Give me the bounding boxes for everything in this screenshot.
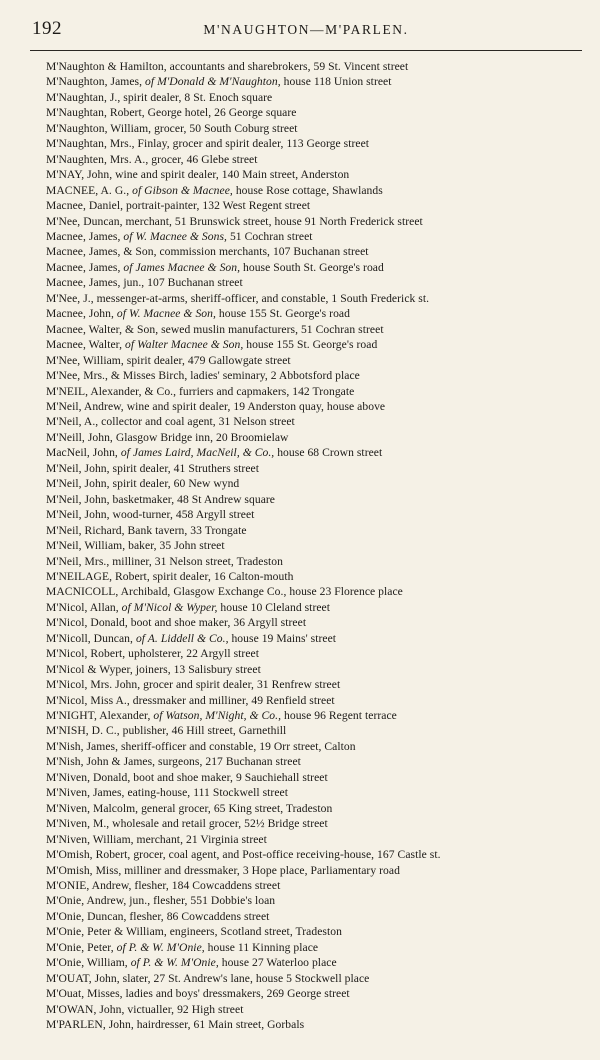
entry-text: 51 Cochran street bbox=[227, 229, 313, 243]
entry-text: M'Onie, Peter & William, engineers, Scotland street, Tradeston bbox=[46, 925, 342, 939]
directory-entry bbox=[46, 693, 586, 708]
entry-text: Macnee, John, bbox=[46, 307, 117, 321]
entry-text: M'Niven, M., wholesale and retail grocer, 52½ Bridge street bbox=[46, 817, 328, 831]
directory-entry bbox=[46, 214, 586, 229]
directory-entry bbox=[46, 260, 586, 275]
directory-entry bbox=[46, 399, 586, 414]
directory-entry bbox=[46, 59, 586, 74]
directory-entry bbox=[46, 754, 586, 769]
directory-entry bbox=[46, 584, 586, 599]
directory-entry bbox=[46, 832, 586, 847]
directory-entries bbox=[46, 59, 586, 1033]
entry-text: M'Nicol, Robert, upholsterer, 22 Argyll street bbox=[46, 647, 260, 661]
entry-firm-text: of James Macnee & Son, bbox=[123, 260, 241, 274]
entry-firm-text: of A. Liddell & Co., bbox=[135, 631, 229, 645]
directory-entry bbox=[46, 878, 586, 893]
directory-entry bbox=[46, 615, 586, 630]
entry-text: M'Nicol, Donald, boot and shoe maker, 36 Argyll street bbox=[46, 616, 307, 630]
entry-text: Macnee, James, bbox=[46, 260, 124, 274]
entry-text: M'Neil, John, wood-turner, 458 Argyll street bbox=[46, 508, 255, 522]
entry-text: M'Neil, A., collector and coal agent, 31 Nelson street bbox=[46, 415, 295, 429]
entry-text: M'Naughtan, Robert, George hotel, 26 George square bbox=[46, 106, 297, 120]
entry-text: M'Neil, John, basketmaker, 48 St Andrew square bbox=[46, 492, 275, 506]
entry-text: M'Nee, J., messenger-at-arms, sheriff-officer, and constable, 1 South Frederick st. bbox=[46, 291, 430, 305]
entry-text: M'Nicol & Wyper, joiners, 13 Salisbury street bbox=[46, 662, 261, 676]
directory-entry bbox=[46, 322, 586, 337]
directory-entry bbox=[46, 244, 586, 259]
directory-entry bbox=[46, 74, 586, 89]
directory-entry bbox=[46, 275, 586, 290]
entry-text: M'Naughton, William, grocer, 50 South Coburg street bbox=[46, 121, 298, 135]
entry-firm-text: of M'Donald & M'Naughton, bbox=[145, 75, 281, 89]
running-head: M'NAUGHTON—M'PARLEN. bbox=[203, 22, 409, 37]
directory-entry bbox=[46, 538, 586, 553]
entry-text: MACNEE, A. G., bbox=[46, 183, 133, 197]
directory-entry bbox=[46, 600, 586, 615]
directory-entry bbox=[46, 971, 586, 986]
entry-text: house 155 St. George's road bbox=[215, 307, 350, 321]
entry-text: M'NEILAGE, Robert, spirit dealer, 16 Calton-mouth bbox=[46, 569, 294, 583]
entry-text: M'NIGHT, Alexander, bbox=[46, 709, 154, 723]
directory-entry bbox=[46, 337, 586, 352]
entry-firm-text: of James Laird, MacNeil, & Co., bbox=[120, 446, 275, 460]
directory-entry bbox=[46, 816, 586, 831]
entry-firm-text: of Walter Macnee & Son, bbox=[125, 338, 244, 352]
directory-entry bbox=[46, 677, 586, 692]
entry-text: house 11 Kinning place bbox=[204, 940, 319, 954]
entry-text: M'NAY, John, wine and spirit dealer, 140 Main street, Anderston bbox=[46, 168, 350, 182]
entry-text: M'NISH, D. C., publisher, 46 Hill street, Garnethill bbox=[46, 724, 287, 738]
entry-text: M'Niven, Donald, boot and shoe maker, 9 Sauchiehall street bbox=[46, 770, 328, 784]
entry-firm-text: of M'Nicol & Wyper, bbox=[121, 600, 218, 614]
entry-text: M'Niven, Malcolm, general grocer, 65 King street, Tradeston bbox=[46, 801, 333, 815]
directory-entry bbox=[46, 368, 586, 383]
directory-entry bbox=[46, 90, 586, 105]
page-number: 192 bbox=[32, 18, 62, 39]
entry-text: M'Neil, Richard, Bank tavern, 33 Trongate bbox=[46, 523, 247, 537]
directory-entry bbox=[46, 924, 586, 939]
directory-entry bbox=[46, 646, 586, 661]
entry-text: house 27 Waterloo place bbox=[218, 956, 337, 970]
directory-entry bbox=[46, 1017, 586, 1032]
directory-entry bbox=[46, 105, 586, 120]
entry-text: Macnee, James, & Son, commission merchants, 107 Buchanan street bbox=[46, 245, 369, 259]
entry-text: MACNICOLL, Archibald, Glasgow Exchange Co., house 23 Florence place bbox=[46, 585, 403, 599]
entry-text: house South St. George's road bbox=[240, 260, 384, 274]
directory-entry bbox=[46, 801, 586, 816]
directory-entry bbox=[46, 507, 586, 522]
directory-entry bbox=[46, 770, 586, 785]
directory-entry bbox=[46, 121, 586, 136]
entry-text: M'Ouat, Misses, ladies and boys' dressmakers, 269 George street bbox=[46, 987, 350, 1001]
entry-text: M'Naughtan, Mrs., Finlay, grocer and spirit dealer, 113 George street bbox=[46, 137, 370, 151]
directory-entry bbox=[46, 847, 586, 862]
entry-text: M'OUAT, John, slater, 27 St. Andrew's lane, house 5 Stockwell place bbox=[46, 971, 370, 985]
entry-text: M'OWAN, John, victualler, 92 High street bbox=[46, 1002, 244, 1016]
entry-text: house 68 Crown street bbox=[274, 446, 383, 460]
entry-text: M'Onie, William, bbox=[46, 956, 131, 970]
directory-entry bbox=[46, 461, 586, 476]
entry-text: M'Nicol, Miss A., dressmaker and milliner, 49 Renfield street bbox=[46, 693, 335, 707]
entry-text: M'Naughtan, J., spirit dealer, 8 St. Enoch square bbox=[46, 90, 273, 104]
entry-firm-text: of P. & W. M'Onie, bbox=[116, 940, 205, 954]
directory-entry bbox=[46, 662, 586, 677]
entry-text: M'Neil, John, spirit dealer, 60 New wynd bbox=[46, 477, 240, 491]
entry-text: house 10 Cleland street bbox=[217, 600, 331, 614]
entry-text: M'Nee, William, spirit dealer, 479 Gallowgate street bbox=[46, 353, 291, 367]
entry-firm-text: of W. Macnee & Sons, bbox=[123, 229, 227, 243]
entry-firm-text: of W. Macnee & Son, bbox=[116, 307, 216, 321]
entry-text: house 118 Union street bbox=[280, 75, 392, 89]
directory-entry bbox=[46, 198, 586, 213]
directory-entry bbox=[46, 955, 586, 970]
directory-entry bbox=[46, 1002, 586, 1017]
entry-text: house 96 Regent terrace bbox=[281, 709, 397, 723]
entry-text: M'Neil, Mrs., milliner, 31 Nelson street, Tradeston bbox=[46, 554, 283, 568]
entry-text: M'Neil, John, spirit dealer, 41 Struthers street bbox=[46, 461, 259, 475]
directory-entry bbox=[46, 152, 586, 167]
directory-entry bbox=[46, 430, 586, 445]
entry-text: M'Omish, Robert, grocer, coal agent, and Post-office receiving-house, 167 Castle st. bbox=[46, 848, 441, 862]
entry-text: Macnee, Walter, & Son, sewed muslin manufacturers, 51 Cochran street bbox=[46, 322, 384, 336]
directory-entry bbox=[46, 291, 586, 306]
directory-entry bbox=[46, 785, 586, 800]
directory-entry bbox=[46, 631, 586, 646]
entry-text: M'Onie, Andrew, jun., flesher, 551 Dobbie's loan bbox=[46, 894, 276, 908]
directory-entry bbox=[46, 554, 586, 569]
directory-entry bbox=[46, 739, 586, 754]
directory-entry bbox=[46, 492, 586, 507]
entry-text: M'Niven, James, eating-house, 111 Stockwell street bbox=[46, 786, 288, 800]
entry-text: Macnee, Daniel, portrait-painter, 132 West Regent street bbox=[46, 199, 311, 213]
directory-entry bbox=[46, 476, 586, 491]
directory-entry bbox=[46, 940, 586, 955]
entry-text: M'Nicol, Allan, bbox=[46, 600, 122, 614]
entry-text: M'Nicol, Mrs. John, grocer and spirit dealer, 31 Renfrew street bbox=[46, 678, 341, 692]
directory-entry bbox=[46, 384, 586, 399]
directory-entry bbox=[46, 414, 586, 429]
entry-text: M'Naughton, James, bbox=[46, 75, 145, 89]
header-rule bbox=[30, 50, 582, 51]
directory-entry bbox=[46, 353, 586, 368]
entry-text: M'Nicoll, Duncan, bbox=[46, 631, 136, 645]
entry-text: M'Neil, William, baker, 35 John street bbox=[46, 539, 225, 553]
entry-text: M'Nee, Mrs., & Misses Birch, ladies' seminary, 2 Abbotsford place bbox=[46, 369, 360, 383]
entry-text: M'Onie, Duncan, flesher, 86 Cowcaddens street bbox=[46, 909, 270, 923]
entry-text: M'PARLEN, John, hairdresser, 61 Main street, Gorbals bbox=[46, 1018, 305, 1032]
directory-entry bbox=[46, 523, 586, 538]
entry-text: house Rose cottage, Shawlands bbox=[232, 183, 383, 197]
entry-text: MacNeil, John, bbox=[46, 446, 121, 460]
entry-text: M'ONIE, Andrew, flesher, 184 Cowcaddens street bbox=[46, 879, 281, 893]
directory-entry bbox=[46, 569, 586, 584]
entry-text: M'Nish, John & James, surgeons, 217 Buchanan street bbox=[46, 755, 301, 769]
entry-text: M'Onie, Peter, bbox=[46, 940, 117, 954]
page-header bbox=[30, 16, 582, 48]
entry-firm-text: of P. & W. M'Onie, bbox=[130, 956, 219, 970]
directory-entry bbox=[46, 986, 586, 1001]
directory-entry bbox=[46, 863, 586, 878]
entry-text: M'Naughton & Hamilton, accountants and sharebrokers, 59 St. Vincent street bbox=[46, 60, 409, 73]
directory-entry bbox=[46, 893, 586, 908]
directory-entry bbox=[46, 909, 586, 924]
directory-entry bbox=[46, 229, 586, 244]
entry-text: Macnee, James, jun., 107 Buchanan street bbox=[46, 276, 243, 290]
entry-text: M'Nee, Duncan, merchant, 51 Brunswick street, house 91 North Frederick street bbox=[46, 214, 423, 228]
entry-text: Macnee, James, bbox=[46, 229, 124, 243]
entry-text: M'Omish, Miss, milliner and dressmaker, 3 Hope place, Parliamentary road bbox=[46, 863, 400, 877]
directory-entry bbox=[46, 708, 586, 723]
entry-text: M'Niven, William, merchant, 21 Virginia street bbox=[46, 832, 267, 846]
entry-text: house 155 St. George's road bbox=[243, 338, 378, 352]
entry-text: house 19 Mains' street bbox=[228, 631, 337, 645]
directory-entry bbox=[46, 306, 586, 321]
entry-firm-text: of Watson, M'Night, & Co., bbox=[153, 709, 282, 723]
directory-entry bbox=[46, 183, 586, 198]
directory-entry bbox=[46, 445, 586, 460]
entry-firm-text: of Gibson & Macnee, bbox=[132, 183, 233, 197]
entry-text: Macnee, Walter, bbox=[46, 338, 126, 352]
directory-entry bbox=[46, 136, 586, 151]
entry-text: M'NEIL, Alexander, & Co., furriers and capmakers, 142 Trongate bbox=[46, 384, 355, 398]
directory-entry bbox=[46, 723, 586, 738]
directory-entry bbox=[46, 167, 586, 182]
entry-text: M'Neill, John, Glasgow Bridge inn, 20 Broomielaw bbox=[46, 430, 289, 444]
entry-text: M'Nish, James, sheriff-officer and constable, 19 Orr street, Calton bbox=[46, 739, 356, 753]
entry-text: M'Naughten, Mrs. A., grocer, 46 Glebe street bbox=[46, 152, 258, 166]
entry-text: M'Neil, Andrew, wine and spirit dealer, 19 Anderston quay, house above bbox=[46, 399, 386, 413]
